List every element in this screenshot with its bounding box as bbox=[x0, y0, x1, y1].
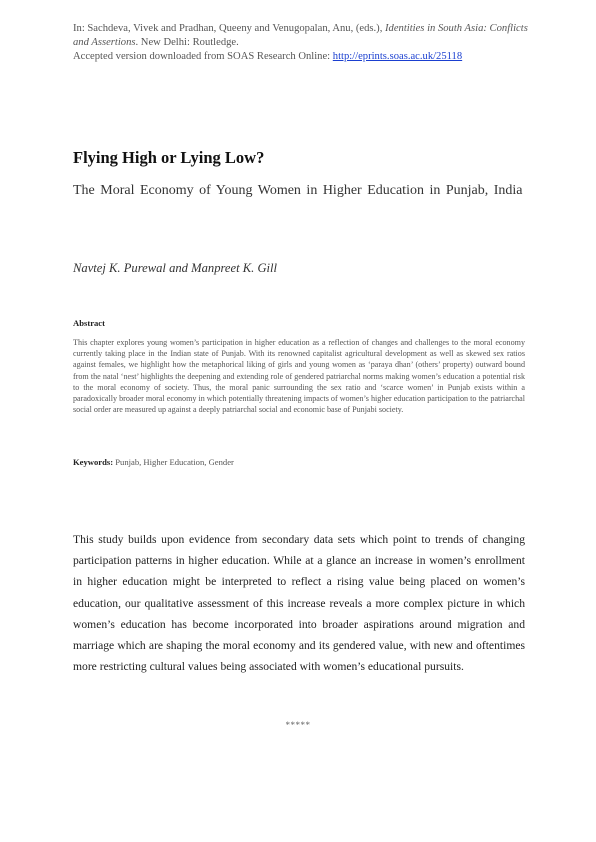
keywords-value: Punjab, Higher Education, Gender bbox=[113, 457, 234, 467]
keywords-label: Keywords: bbox=[73, 457, 114, 467]
citation-header bbox=[73, 22, 533, 65]
body-paragraph: This study builds upon evidence from secondary data sets which point to trends of changing participation patterns in higher education. While at a glance an increase in women’s enrollment in higher education might be interpreted to reflect a rising value being placed on women’s education, our qualitative assessment of this increase reveals a more complex picture in which women’s education has become incorporated into broader aspirations around migration and marriage which are shaping the moral economy and its gendered value, with new and oftentimes more restricting cultural values being associated with women’s educational pursuits. bbox=[73, 533, 525, 674]
citation-book-title: Identities in South Asia: Conflicts and Assertions bbox=[73, 23, 528, 49]
citation-link[interactable]: http://eprints.soas.ac.uk/25118 bbox=[332, 51, 463, 63]
citation-line1-prefix: In: Sachdeva, Vivek and Pradhan, Queeny and Venugopalan, Anu, (eds.), bbox=[73, 23, 385, 34]
abstract-text: This chapter explores young women’s participation in higher education as a reflection of changes and challenges to the moral economy currently taking place in the Indian state of Punjab. With its renowned capitalist agricultural development as well as skewed sex ratios against females, we highlight how the metaphorical liking of girls and young women as ‘paraya dhan’ (others’ property) outward bound from the natal ‘nest’ highlights the deepening and extending role of gendered patriarchal norms making women’s education a potential risk to the moral economy of society. Thus, the moral panic surrounding the sex ratio and ‘scarce women’ in Punjab exists within a paradoxically broader moral economy in which potentially threatening impacts of women’s higher education participation to the patriarchal social order are measured up against a deeply patriarchal social and economic base of Punjabi society. bbox=[73, 338, 525, 415]
citation-line1-suffix: . New Delhi: Routledge. bbox=[135, 37, 239, 49]
abstract-heading: Abstract bbox=[73, 318, 105, 328]
paper-subtitle: The Moral Economy of Young Women in Higher Education in Punjab, India bbox=[73, 183, 523, 198]
section-separator: ***** bbox=[285, 720, 311, 730]
paper-authors: Navtej K. Purewal and Manpreet K. Gill bbox=[73, 261, 278, 275]
keywords-line bbox=[73, 457, 525, 467]
paper-title: Flying High or Lying Low? bbox=[73, 148, 265, 167]
citation-line2-prefix: Accepted version downloaded from SOAS Research Online: bbox=[73, 51, 333, 63]
